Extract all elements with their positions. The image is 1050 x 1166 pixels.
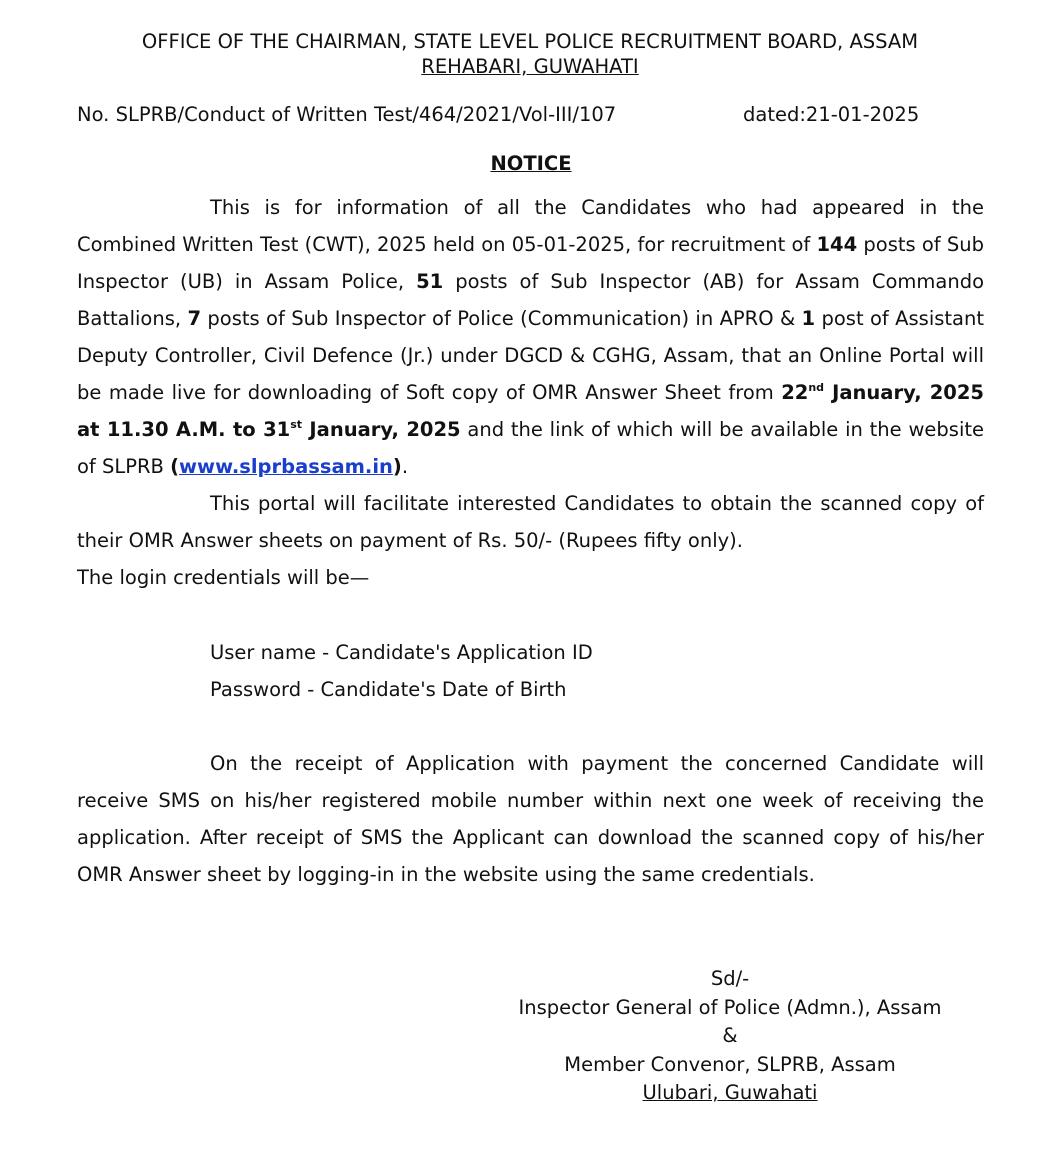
paragraph-information <box>77 189 984 485</box>
para1-text6: and the link of which will be available in the website of SLPRB <box>77 418 984 478</box>
link-open-paren: ( <box>170 455 180 478</box>
para1-posts-adc: 1 <box>801 307 816 330</box>
para1-posts-si-comm: 7 <box>187 307 202 330</box>
notice-title: NOTICE <box>490 152 572 175</box>
signature-block <box>480 965 980 1108</box>
notice-body <box>77 189 984 596</box>
start-end-text: January, 2025 at 11.30 A.M. to 31 <box>77 381 984 441</box>
paragraph-sms <box>77 745 984 893</box>
credential-username: User name - Candidate's Application ID <box>210 641 593 664</box>
credentials-intro: The login credentials will be— <box>77 566 370 589</box>
start-day-suffix: nd <box>808 381 825 394</box>
signatory-address: Ulubari, Guwahati <box>642 1081 818 1104</box>
para1-text7: . <box>401 455 409 478</box>
paragraph-sms-text: On the receipt of Application with payment the concerned Candidate will receive SMS on his/her registered mobile number within next one week of receiving the application. After receipt of SMS the Applicant can download the scanned copy of his/her OMR Answer sheet by logging-in in the website using the same credentials. <box>77 752 984 886</box>
reference-number: No. SLPRB/Conduct of Written Test/464/2021/Vol-III/107 <box>77 103 617 126</box>
credential-password: Password - Candidate's Date of Birth <box>210 678 567 701</box>
para1-text3: posts of Sub Inspector (AB) for Assam Commando Battalions, <box>77 270 985 330</box>
end-month-year: January, 2025 <box>302 418 461 441</box>
signatory-designation-1: Inspector General of Police (Admn.), Assam <box>518 995 942 1019</box>
office-header-address: REHABARI, GUWAHATI <box>421 55 639 78</box>
para1-posts-si-ab: 51 <box>416 270 444 293</box>
signature-ampersand: & <box>722 1024 738 1047</box>
para1-text2: posts of Sub Inspector (UB) in Assam Police, <box>77 233 984 293</box>
link-close-paren: ) <box>392 455 402 478</box>
end-day-suffix: st <box>290 418 303 431</box>
login-credentials <box>210 634 593 708</box>
start-day: 22 <box>781 381 809 404</box>
office-header-line1: OFFICE OF THE CHAIRMAN, STATE LEVEL POLICE RECRUITMENT BOARD, ASSAM <box>141 30 919 53</box>
office-header <box>0 29 1050 79</box>
reference-date: dated:21-01-2025 <box>743 103 920 126</box>
signature-sd: Sd/- <box>710 967 750 990</box>
reference-line <box>77 102 977 127</box>
para1-text4: posts of Sub Inspector of Police (Communication) in APRO & <box>201 307 802 330</box>
signatory-designation-2: Member Convenor, SLPRB, Assam <box>564 1052 896 1076</box>
para1-posts-si-ub: 144 <box>816 233 858 256</box>
para1-text1: This is for information of all the Candidates who had appeared in the Combined Written Test (CWT), 2025 held on 05-01-2025, for recruitment of <box>77 196 984 256</box>
para1-text5: post of Assistant Deputy Controller, Civil Defence (Jr.) under DGCD & CGHG, Assam, that an Online Portal will be made live for downloading of Soft copy of OMR Answer Sheet from <box>77 307 985 404</box>
slprb-website-link[interactable]: www.slprbassam.in <box>179 455 393 478</box>
paragraph-portal: This portal will facilitate interested Candidates to obtain the scanned copy of their OMR Answer sheets on payment of Rs. 50/- (Rupees fifty only). <box>77 492 984 552</box>
